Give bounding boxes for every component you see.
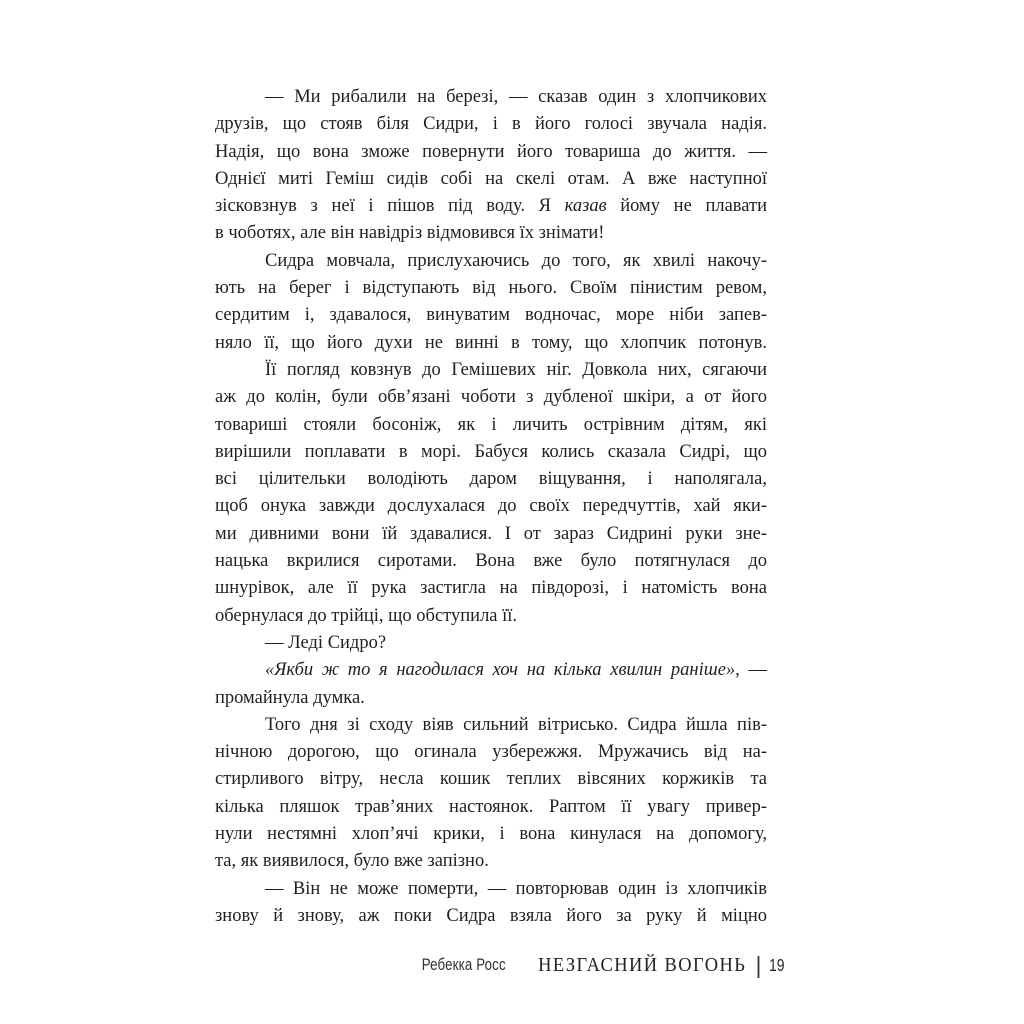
running-footer [398,951,788,979]
text-segment: нацька вкрилися сиротами. Вона вже було потягнулася до [215,551,767,572]
text-line [215,193,767,220]
text-line [215,275,767,302]
text-line [215,302,767,329]
text-segment: в чоботях, але він навідріз відмовився їх знімати! [215,223,605,244]
text-segment: Сидра мовчала, прислухаючись до того, як хвилі накочу- [265,250,767,271]
text-line [215,521,767,548]
text-line [215,685,767,712]
text-line [215,548,767,575]
text-line [215,739,767,766]
italic-text: «Якби ж то я нагодилася хоч на кілька хвилин раніше», [265,660,740,681]
text-line [215,466,767,493]
text-segment: Її погляд ковзнув до Гемішевих ніг. Довкола них, сягаючи [265,359,767,380]
text-line [215,357,767,384]
text-line [215,903,767,930]
text-line [215,248,767,275]
text-segment: та, як виявилося, було вже запізно. [215,851,489,872]
text-segment: знову й знову, аж поки Сидра взяла його за руку й міцно [215,905,767,926]
paragraph [215,357,767,630]
text-segment: стирливого вітру, несла кошик теплих вівсяних коржиків та [215,769,767,790]
paragraph [215,248,767,357]
paragraph [215,712,767,876]
text-segment: нули нестямні хлоп’ячі крики, і вона кинулася на допомогу, [215,824,767,845]
text-line [215,220,767,247]
text-line [215,111,767,138]
text-segment: обернулася до трійці, що обступила її. [215,605,518,626]
text-line [215,575,767,602]
text-line [215,876,767,903]
text-segment: зісковзнув з неї і пішов під воду. Я [215,196,565,217]
text-line [215,384,767,411]
text-segment: вирішили поплавати в морі. Бабуся колись сказала Сидрі, що [215,441,767,462]
text-segment: ють на берег і відступають від нього. Своїм пінистим ревом, [215,278,767,299]
text-line [215,794,767,821]
text-line [215,712,767,739]
text-segment: ми дивними вони їй здавалися. І от зараз Сидрині руки зне- [215,523,767,544]
text-segment: — Він не може померти, — повторював один із хлопчиків [265,878,767,899]
text-segment: Однієї миті Геміш сидів собі на скелі отам. А вже наступної [215,168,767,189]
text-segment: щоб онука завжди дослухалася до своїх передчуттів, хай яки- [215,496,767,517]
text-line [215,657,767,684]
text-line [215,84,767,111]
text-segment: товариші стояли босоніж, як і личить острівним дітям, які [215,414,767,435]
paragraph [215,84,767,248]
text-segment: йому не плавати [606,196,767,217]
text-segment: няло її, що його духи не винні в тому, що хлопчик потонув. [215,332,767,353]
text-segment: — [739,660,768,681]
footer-separator: | [755,951,762,978]
text-line [215,166,767,193]
text-line [215,330,767,357]
text-segment: кілька пляшок трав’яних настоянок. Раптом її увагу привер- [215,796,767,817]
text-line [215,412,767,439]
text-line [215,848,767,875]
footer-page-number: 19 [768,954,785,975]
footer-author: Ребекка Росс [421,955,506,974]
text-line [215,766,767,793]
text-line [215,139,767,166]
text-segment: сердитим і, здавалося, винуватим водночас, море ніби запев- [215,305,767,326]
text-line [215,603,767,630]
text-line [215,493,767,520]
paragraph [215,630,767,657]
paragraph [215,876,767,931]
page-text-block [215,84,767,930]
text-segment: — Леді Сидро? [265,632,387,653]
text-segment: всі цілительки володіють даром віщування, і наполягала, [215,469,767,490]
text-segment: нічною дорогою, що огинала узбережжя. Мружачись від на- [215,742,767,763]
text-line [215,821,767,848]
text-segment: шнурівок, але її рука застигла на півдорозі, і натомість вона [215,578,767,599]
text-line [215,439,767,466]
text-segment: Надія, що вона зможе повернути його товариша до життя. — [215,141,767,162]
text-segment: Того дня зі сходу віяв сильний вітрисько. Сидра йшла пів- [265,714,767,735]
text-segment: аж до колін, були обв’язані чоботи з дубленої шкіри, а от його [215,387,767,408]
text-segment: промайнула думка. [215,687,365,708]
italic-text: казав [564,196,607,217]
text-segment: друзів, що стояв біля Сидри, і в його голосі звучала надія. [215,114,767,135]
text-segment: — Ми рибалили на березі, — сказав один з хлопчикових [265,87,767,107]
footer-book-title: НЕЗГАСНИЙ ВОГОНЬ [538,953,747,976]
paragraph [215,657,767,712]
text-line [215,630,767,657]
